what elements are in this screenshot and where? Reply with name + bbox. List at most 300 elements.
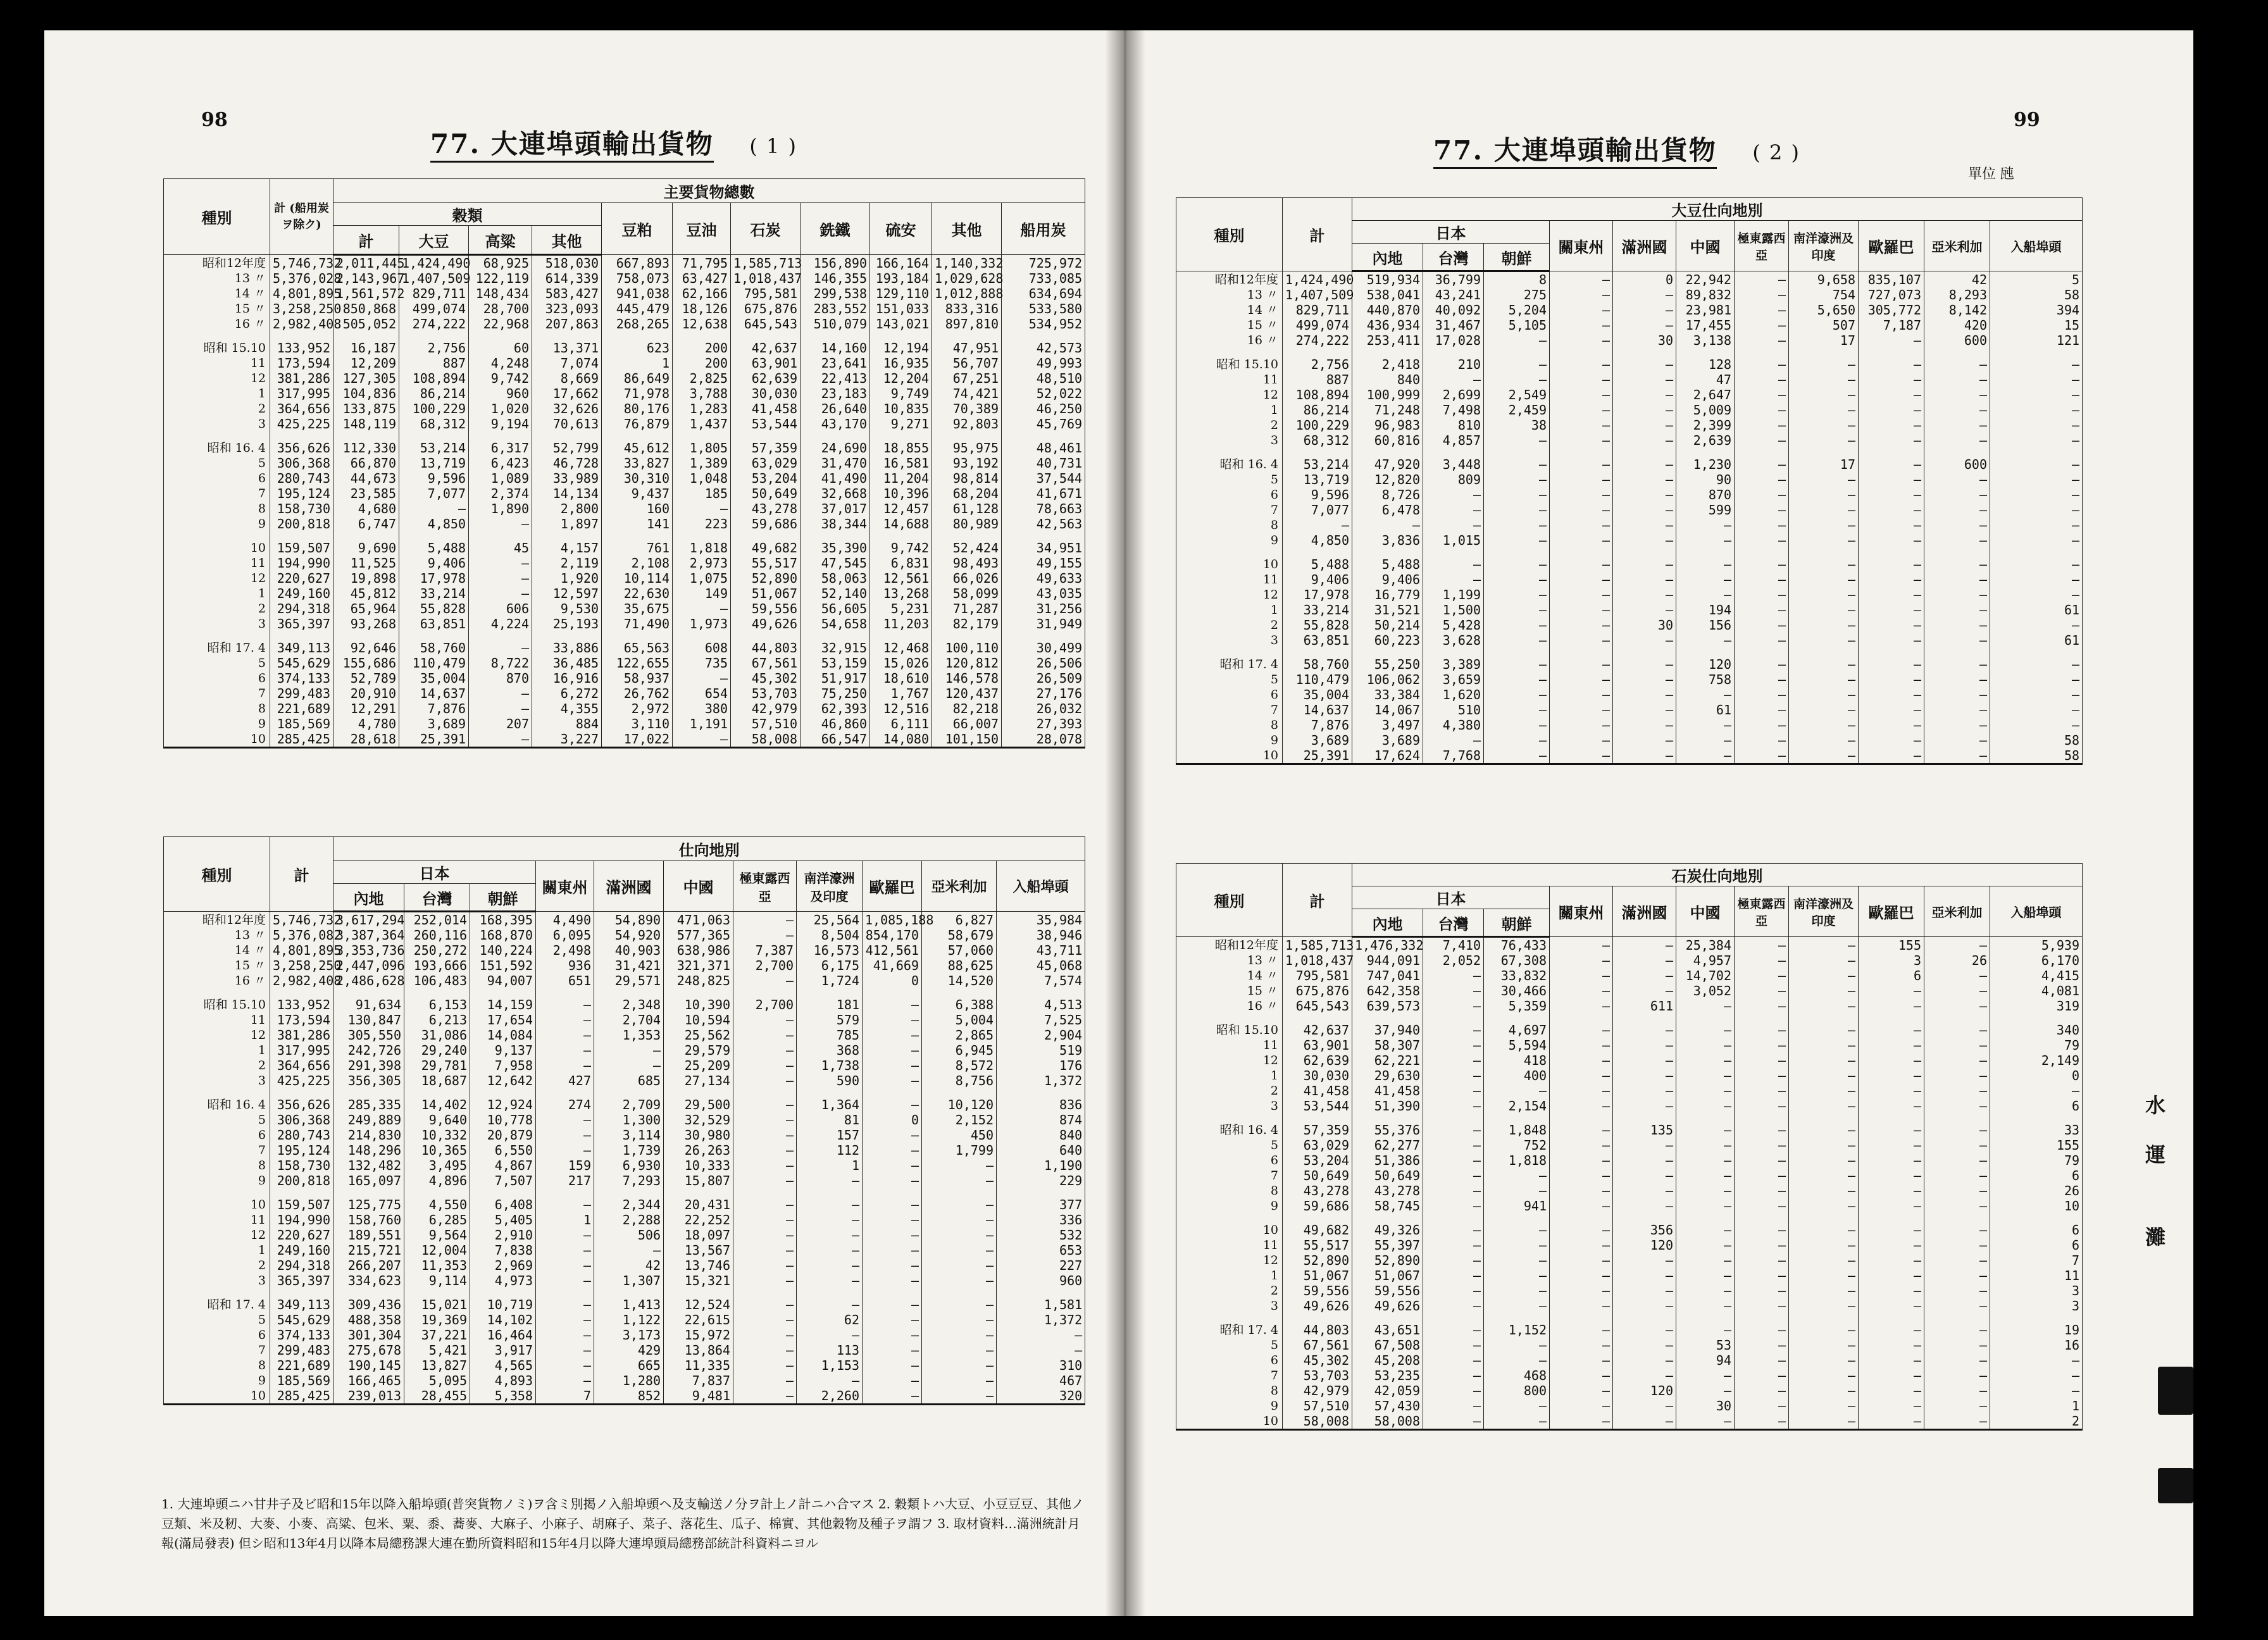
table-cell: 285,335 — [333, 1097, 404, 1112]
table-cell: 3,227 — [532, 731, 602, 748]
table-cell: 50,214 — [1352, 618, 1423, 633]
table-cell: — — [1550, 1198, 1613, 1214]
table-cell: 800 — [1484, 1383, 1550, 1398]
table-cell: — — [1613, 687, 1676, 702]
table-cell: 42,637 — [1283, 1022, 1352, 1038]
table-cell: — — [469, 640, 532, 655]
table-cell: 10,594 — [664, 1012, 733, 1028]
edge-mark-2: 運 — [2145, 1143, 2166, 1167]
table-cell: 1,500 — [1423, 602, 1484, 618]
table-cell: — — [1924, 618, 1990, 633]
row-label: 11 — [1176, 1038, 1283, 1053]
table-cell: — — [1676, 998, 1735, 1014]
table-cell: — — [1676, 1413, 1735, 1430]
table-cell: 42,979 — [731, 701, 801, 716]
table-cell: 129,110 — [870, 286, 932, 301]
table-cell: — — [1423, 1283, 1484, 1298]
table-cell: 2,108 — [602, 556, 673, 571]
table-cell: 14,067 — [1352, 702, 1423, 718]
table-cell: 63,901 — [1283, 1038, 1352, 1053]
table-cell: — — [1484, 602, 1550, 618]
table-cell: — — [1990, 418, 2083, 433]
table-cell: 19,898 — [333, 571, 399, 586]
table-cell: — — [863, 1028, 922, 1043]
table-cell: 840 — [1352, 372, 1423, 387]
table-cell: 2,825 — [673, 371, 731, 386]
table-cell: 30 — [1676, 1398, 1735, 1413]
table-cell: — — [1550, 1138, 1613, 1153]
soybean-destination-table — [1176, 197, 2083, 765]
table-cell: 15,807 — [664, 1173, 733, 1188]
table-row — [164, 958, 1085, 973]
table-cell: — — [1789, 357, 1859, 372]
col-header-soybean: 大豆 — [399, 226, 469, 255]
table-cell: — — [1859, 748, 1924, 764]
table-cell: 17,654 — [470, 1012, 536, 1028]
row-label: 1 — [164, 1243, 270, 1258]
table-cell: 534,952 — [1002, 316, 1085, 332]
table-cell: 394 — [1990, 302, 2083, 318]
table-cell: — — [1990, 457, 2083, 472]
table-cell: 6,747 — [333, 516, 399, 531]
table-cell: 46,860 — [801, 716, 870, 731]
table-cell: — — [1924, 1168, 1990, 1183]
table-cell: 249,160 — [270, 1243, 333, 1258]
table-cell: 26,640 — [801, 401, 870, 416]
table-cell: 42,563 — [1002, 516, 1085, 531]
table-cell: 6,175 — [797, 958, 863, 973]
table-row — [1176, 937, 2083, 954]
row-label: 昭和 17. 4 — [1176, 1322, 1283, 1338]
table-cell: — — [1789, 487, 1859, 502]
table-cell: — — [1676, 1368, 1735, 1383]
table-cell: — — [1423, 1038, 1484, 1053]
row-label: 5 — [164, 1312, 270, 1327]
table-cell: 2,969 — [470, 1258, 536, 1273]
table-cell: 4,801,895 — [270, 943, 333, 958]
table-cell: — — [1550, 533, 1613, 548]
table-cell: — — [1423, 1338, 1484, 1353]
table-cell: 28,455 — [404, 1388, 470, 1405]
table-cell: — — [1484, 1183, 1550, 1198]
table-cell: 12,457 — [870, 501, 932, 516]
row-label: 8 — [164, 501, 270, 516]
table-cell: 2,756 — [1283, 357, 1352, 372]
table-cell: 1,897 — [532, 516, 602, 531]
table-cell: 6,317 — [469, 440, 532, 456]
table-cell: 59,556 — [1283, 1283, 1352, 1298]
table-cell: 49,626 — [1283, 1298, 1352, 1314]
table-cell: 122,119 — [469, 271, 532, 286]
table-cell: 795,581 — [731, 286, 801, 301]
table-cell: — — [1990, 657, 2083, 672]
table-cell: — — [733, 1097, 797, 1112]
table-row — [1176, 372, 2083, 387]
table-cell: 42 — [594, 1258, 664, 1273]
table-cell: — — [1550, 557, 1613, 572]
table-cell: 101,150 — [932, 731, 1002, 748]
table-cell: 1,818 — [1484, 1153, 1550, 1168]
table-row — [1176, 1138, 2083, 1153]
row-label: 11 — [1176, 572, 1283, 587]
table-cell: 50,649 — [1352, 1168, 1423, 1183]
table-cell: — — [1859, 1168, 1924, 1183]
table-cell: 158,730 — [270, 501, 333, 516]
table-cell: 634,694 — [1002, 286, 1085, 301]
table-row — [164, 1197, 1085, 1212]
row-label: 昭和12年度 — [1176, 937, 1283, 954]
table-cell: — — [1484, 733, 1550, 748]
index-tab-1 — [2158, 1367, 2193, 1415]
table-cell: 4,697 — [1484, 1022, 1550, 1038]
table-cell: 10,719 — [470, 1297, 536, 1312]
table-cell: — — [863, 1173, 922, 1188]
table-row — [164, 1128, 1085, 1143]
table-cell: 7,876 — [399, 701, 469, 716]
table-row — [1176, 1098, 2083, 1114]
table-row — [1176, 998, 2083, 1014]
table-cell: 600 — [1924, 457, 1990, 472]
table-cell: 37,017 — [801, 501, 870, 516]
table-cell: — — [1990, 687, 2083, 702]
table-cell: 1,015 — [1423, 533, 1484, 548]
table-cell: — — [1735, 557, 1789, 572]
row-label: 11 — [1176, 1238, 1283, 1253]
table-cell: 112,330 — [333, 440, 399, 456]
row-label: 昭和 15.10 — [1176, 1022, 1283, 1038]
table-cell: 8,142 — [1924, 302, 1990, 318]
table-cell: — — [922, 1243, 997, 1258]
table-cell: — — [1484, 587, 1550, 602]
col-header-korea: 朝鮮 — [1484, 909, 1550, 937]
table-cell: 11,525 — [333, 556, 399, 571]
col-header-china: 中國 — [1676, 221, 1735, 271]
table-cell: 53 — [1676, 1338, 1735, 1353]
row-label: 8 — [1176, 718, 1283, 733]
table-cell: — — [1789, 372, 1859, 387]
table-cell: 5,488 — [399, 540, 469, 556]
table-cell: 310 — [997, 1358, 1085, 1373]
table-cell: 3,689 — [1283, 733, 1352, 748]
title-part-left: ( 1 ) — [749, 134, 797, 158]
table-row — [1176, 702, 2083, 718]
table-cell: — — [1859, 402, 1924, 418]
table-cell: 31,086 — [404, 1028, 470, 1043]
table-cell: — — [1735, 271, 1789, 288]
table-cell: 6,388 — [922, 997, 997, 1012]
table-cell: — — [733, 1327, 797, 1343]
table-cell: 280,743 — [270, 471, 333, 486]
table-cell: 76,433 — [1484, 937, 1550, 954]
table-cell: — — [1423, 983, 1484, 998]
table-cell: 467 — [997, 1373, 1085, 1388]
table-cell: 10,333 — [664, 1158, 733, 1173]
row-label: 5 — [1176, 672, 1283, 687]
table-cell: — — [1613, 457, 1676, 472]
table-cell: — — [1484, 1298, 1550, 1314]
table-cell: — — [1789, 1413, 1859, 1430]
table-cell: — — [1613, 1268, 1676, 1283]
table-cell: — — [1735, 502, 1789, 518]
col-header-far-east-russia: 極東露西亞 — [1735, 221, 1789, 271]
table-cell: — — [1789, 733, 1859, 748]
col-header-bean-cake: 豆粕 — [602, 203, 673, 255]
table-cell: 14,160 — [801, 340, 870, 356]
col-header-kind: 種別 — [1176, 864, 1283, 937]
table-cell: — — [1676, 1153, 1735, 1168]
table-cell: 91,634 — [333, 997, 404, 1012]
table-cell: — — [1789, 687, 1859, 702]
table-cell: 128 — [1676, 357, 1735, 372]
table-row — [164, 316, 1085, 332]
table-cell: — — [922, 1327, 997, 1343]
table-cell: 26,509 — [1002, 671, 1085, 686]
table-cell: 68,925 — [469, 255, 532, 271]
table-cell: 60,816 — [1352, 433, 1423, 448]
table-cell: — — [922, 1227, 997, 1243]
table-row — [164, 716, 1085, 731]
table-cell: 3,110 — [602, 716, 673, 731]
table-cell: 3,052 — [1676, 983, 1735, 998]
table-cell: 14,637 — [399, 686, 469, 701]
table-cell: 340 — [1990, 1022, 2083, 1038]
table-cell: — — [1550, 748, 1613, 764]
table-cell: 71,248 — [1352, 402, 1423, 418]
table-cell: — — [1550, 457, 1613, 472]
table-cell: 356,305 — [333, 1073, 404, 1088]
table-cell: 3,448 — [1423, 457, 1484, 472]
table-cell: — — [863, 1043, 922, 1058]
row-label: 11 — [164, 1212, 270, 1227]
row-label: 8 — [1176, 1183, 1283, 1198]
table-cell: — — [1924, 1368, 1990, 1383]
table-cell: — — [1550, 1338, 1613, 1353]
table-cell: 23,183 — [801, 386, 870, 401]
table-cell: 76,879 — [602, 416, 673, 432]
table-cell: 221,689 — [270, 1358, 333, 1373]
table-cell: — — [1859, 387, 1924, 402]
table-cell: — — [1924, 472, 1990, 487]
table-cell: 253,411 — [1352, 333, 1423, 348]
table-row — [1176, 1322, 2083, 1338]
table-cell: 10,365 — [404, 1143, 470, 1158]
table-cell: 5,746,732 — [270, 255, 333, 271]
table-cell: — — [1550, 302, 1613, 318]
table-cell: 5,376,082 — [270, 928, 333, 943]
table-cell: — — [1613, 1413, 1676, 1430]
table-cell: — — [1550, 502, 1613, 518]
group-header-destination: 仕向地別 — [333, 837, 1085, 861]
table-cell: 10,120 — [922, 1097, 997, 1112]
table-cell: 1 — [1990, 1398, 2083, 1413]
table-cell: 1,089 — [469, 471, 532, 486]
table-cell: 54,890 — [594, 912, 664, 928]
table-row — [164, 1012, 1085, 1028]
table-cell: 299,483 — [270, 686, 333, 701]
table-cell: 55,517 — [1283, 1238, 1352, 1253]
table-cell: 30,466 — [1484, 983, 1550, 998]
row-label: 1 — [1176, 1068, 1283, 1083]
table-cell: 146,355 — [801, 271, 870, 286]
table-cell: 81 — [797, 1112, 863, 1128]
table-cell: — — [536, 1312, 594, 1327]
col-header-kind: 種別 — [1176, 198, 1283, 271]
table-cell: — — [1735, 487, 1789, 502]
table-cell: — — [1859, 618, 1924, 633]
table-cell: 545,629 — [270, 655, 333, 671]
table-row — [1176, 657, 2083, 672]
table-cell: 9,658 — [1789, 271, 1859, 288]
table-cell: — — [1550, 633, 1613, 648]
table-cell: 6,827 — [922, 912, 997, 928]
table-cell: — — [1924, 983, 1990, 998]
table-cell: — — [1613, 1183, 1676, 1198]
table-cell: — — [1859, 1322, 1924, 1338]
table-cell: 34,951 — [1002, 540, 1085, 556]
table-cell: 884 — [532, 716, 602, 731]
table-cell: 190,145 — [333, 1358, 404, 1373]
table-cell: 5,650 — [1789, 302, 1859, 318]
table-cell: 62,221 — [1352, 1053, 1423, 1068]
table-cell: 108,894 — [399, 371, 469, 386]
table-cell: 146,578 — [932, 671, 1002, 686]
table-cell: 29,240 — [404, 1043, 470, 1058]
table-cell: — — [1484, 533, 1550, 548]
table-cell: 49,633 — [1002, 571, 1085, 586]
table-cell: — — [1613, 1398, 1676, 1413]
table-cell: 16,581 — [870, 456, 932, 471]
table-cell: 645,543 — [1283, 998, 1352, 1014]
table-cell: 28,618 — [333, 731, 399, 748]
table-cell: 193,666 — [404, 958, 470, 973]
table-cell: 623 — [602, 340, 673, 356]
table-cell: — — [1550, 1183, 1613, 1198]
table-cell: 58,760 — [1283, 657, 1352, 672]
group-header-soybean-dest: 大豆仕向地別 — [1352, 198, 2083, 221]
table-cell: 305,550 — [333, 1028, 404, 1043]
table-row — [164, 1212, 1085, 1227]
table-cell: 1,230 — [1676, 457, 1735, 472]
row-label: 16 〃 — [1176, 333, 1283, 348]
table-cell: 57,359 — [1283, 1122, 1352, 1138]
table-cell: — — [1735, 998, 1789, 1014]
row-label: 9 — [164, 516, 270, 531]
table-cell: 685 — [594, 1073, 664, 1088]
table-cell: — — [1613, 1038, 1676, 1053]
table-cell: — — [1924, 657, 1990, 672]
table-cell: 4,780 — [333, 716, 399, 731]
table-cell: — — [1550, 387, 1613, 402]
table-cell: 12,209 — [333, 356, 399, 371]
table-cell: — — [1735, 953, 1789, 968]
row-label: 6 — [1176, 487, 1283, 502]
row-label: 昭和 16. 4 — [164, 440, 270, 456]
table-cell: 6 — [1990, 1098, 2083, 1114]
table-cell: — — [469, 731, 532, 748]
table-cell: 66,007 — [932, 716, 1002, 731]
table-cell: — — [1735, 1383, 1789, 1398]
table-cell: 82,218 — [932, 701, 1002, 716]
table-cell: 50,649 — [731, 486, 801, 501]
table-cell: — — [1484, 1168, 1550, 1183]
table-cell: 185,569 — [270, 716, 333, 731]
table-cell: — — [797, 1258, 863, 1273]
table-cell: — — [1789, 1222, 1859, 1238]
table-cell: — — [922, 1158, 997, 1173]
table-row — [164, 540, 1085, 556]
table-cell: — — [1924, 1183, 1990, 1198]
table-cell: — — [536, 1327, 594, 1343]
table-cell: — — [1550, 587, 1613, 602]
row-label: 8 — [1176, 1383, 1283, 1398]
table-cell: — — [1550, 1253, 1613, 1268]
table-cell: — — [863, 1097, 922, 1112]
row-label: 2 — [164, 1258, 270, 1273]
table-cell: 2,498 — [536, 943, 594, 958]
row-label: 昭和 15.10 — [164, 997, 270, 1012]
table-cell: 9,137 — [470, 1043, 536, 1058]
table-cell: 66,026 — [932, 571, 1002, 586]
table-cell: 306,368 — [270, 456, 333, 471]
table-cell: — — [1613, 983, 1676, 998]
table-cell: — — [1550, 418, 1613, 433]
col-header-ammonium-sulfate: 硫安 — [870, 203, 932, 255]
table-row — [1176, 533, 2083, 548]
table-row — [1176, 457, 2083, 472]
table-cell: 37,544 — [1002, 471, 1085, 486]
table-cell: 42,573 — [1002, 340, 1085, 356]
table-cell: — — [1423, 1322, 1484, 1338]
table-cell: — — [1676, 1268, 1735, 1283]
table-cell: 16,916 — [532, 671, 602, 686]
table-cell: — — [863, 1012, 922, 1028]
table-cell: — — [733, 912, 797, 928]
table-cell: 510 — [1423, 702, 1484, 718]
table-cell: — — [1484, 687, 1550, 702]
table-cell: 37,221 — [404, 1327, 470, 1343]
table-cell: — — [1859, 572, 1924, 587]
table-cell: — — [1924, 587, 1990, 602]
table-cell: 356,626 — [270, 440, 333, 456]
table-cell: 200 — [673, 340, 731, 356]
table-cell: — — [797, 1212, 863, 1227]
table-cell: — — [1789, 1098, 1859, 1114]
table-cell: 45,068 — [997, 958, 1085, 973]
table-row — [164, 571, 1085, 586]
table-cell: 33,832 — [1484, 968, 1550, 983]
spacer-row — [164, 1088, 1085, 1097]
table-cell: 41,671 — [1002, 486, 1085, 501]
table-cell: 42 — [1924, 271, 1990, 288]
table-cell: — — [1789, 1068, 1859, 1083]
table-cell: 165,097 — [333, 1173, 404, 1188]
table-cell: 20,910 — [333, 686, 399, 701]
table-cell: 63,427 — [673, 271, 731, 286]
table-cell: — — [922, 1388, 997, 1405]
table-cell: 2,904 — [997, 1028, 1085, 1043]
table-cell: — — [1924, 433, 1990, 448]
table-cell: 365,397 — [270, 1273, 333, 1288]
table-cell: 33,989 — [532, 471, 602, 486]
table-cell: 53,204 — [1283, 1153, 1352, 1168]
table-row — [164, 371, 1085, 386]
table-cell: 305,772 — [1859, 302, 1924, 318]
table-cell: — — [1735, 733, 1789, 748]
row-label: 14 〃 — [164, 286, 270, 301]
table-cell: 1,973 — [673, 616, 731, 631]
table-cell: — — [1613, 372, 1676, 387]
table-cell: — — [1859, 1383, 1924, 1398]
